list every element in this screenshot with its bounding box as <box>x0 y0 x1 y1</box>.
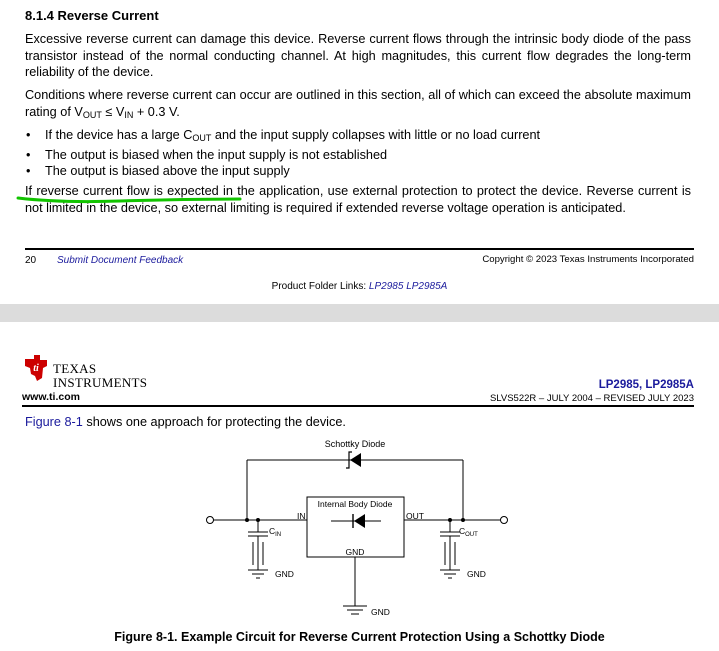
pin-out-label: OUT <box>406 511 424 521</box>
product-folder-links: Product Folder Links: LP2985 LP2985A <box>271 281 448 292</box>
folder-link-lp2985[interactable]: LP2985 <box>368 281 404 292</box>
bottom-gnd-label: GND <box>371 607 390 617</box>
submit-feedback-link[interactable]: Submit Document Feedback <box>57 255 184 266</box>
list-item: • If the device has a large $C_{OUT}$ and the input supply collapses with little or no load current <box>25 127 691 147</box>
list-item: • The output is biased above the input supply <box>25 163 691 180</box>
part-numbers[interactable]: LP2985, LP2985A <box>598 379 694 391</box>
body-diode-label: Internal Body Diode <box>317 499 393 509</box>
folder-link-lp2985a[interactable]: LP2985A <box>406 281 448 292</box>
section-heading: 8.1.4 Reverse Current <box>25 8 159 23</box>
svg-text:ti: ti <box>33 363 39 374</box>
paragraph-protection: If reverse current flow is expected in the application, use external protection to protect the device. Reverse current is not limited in the device, so external limiting is required if extended reverse voltage operation is anticipated. <box>25 184 691 215</box>
logo-text-instruments: INSTRUMENTS <box>53 375 148 390</box>
page-number: 20 <box>25 255 37 266</box>
pin-in-label: IN <box>297 511 306 521</box>
page-separator <box>0 304 719 322</box>
cout-label: $C_{OUT}$ <box>459 526 478 538</box>
document-revision: SLVS522R – JULY 2004 – REVISED JULY 2023 <box>489 393 694 404</box>
schottky-diode-label: Schottky Diode <box>324 439 386 449</box>
figure-reference-link[interactable]: Figure 8-1 <box>25 415 83 429</box>
device-gnd-label: GND <box>345 547 365 557</box>
conditions-list <box>25 127 691 180</box>
header-rule <box>22 405 694 407</box>
ti-logo-icon <box>22 354 50 382</box>
logo-text-texas: TEXAS <box>53 361 97 376</box>
reverse-current-circuit-diagram <box>195 430 525 625</box>
cin-gnd-label: GND <box>275 569 294 579</box>
figure-intro: Figure 8-1 shows one approach for protecting the device. <box>25 415 346 429</box>
copyright-notice: Copyright © 2023 Texas Instruments Incorporated <box>482 254 694 265</box>
cout-gnd-label: GND <box>467 569 486 579</box>
cin-label: $C_{IN}$ <box>269 526 282 538</box>
figure-caption: Figure 8-1. Example Circuit for Reverse Current Protection Using a Schottky Diode <box>114 630 605 644</box>
list-item: • The output is biased when the input supply is not established <box>25 147 691 164</box>
paragraph-conditions: Conditions where reverse current can occur are outlined in this section, all of which can exceed the absolute maximum rating of $V_{OUT} \le V_{IN} + 0.3$ V. <box>25 88 691 120</box>
body-diode-icon <box>353 514 365 528</box>
site-url[interactable]: www.ti.com <box>22 391 80 403</box>
paragraph-reverse-current-intro: Excessive reverse current can damage this device. Reverse current flows through the intrinsic body diode of the pass transistor instead of the normal conducting channel. At high magnitudes, this current flow degrades the long-term reliability of the device. <box>25 32 691 79</box>
footer-rule <box>25 248 694 250</box>
